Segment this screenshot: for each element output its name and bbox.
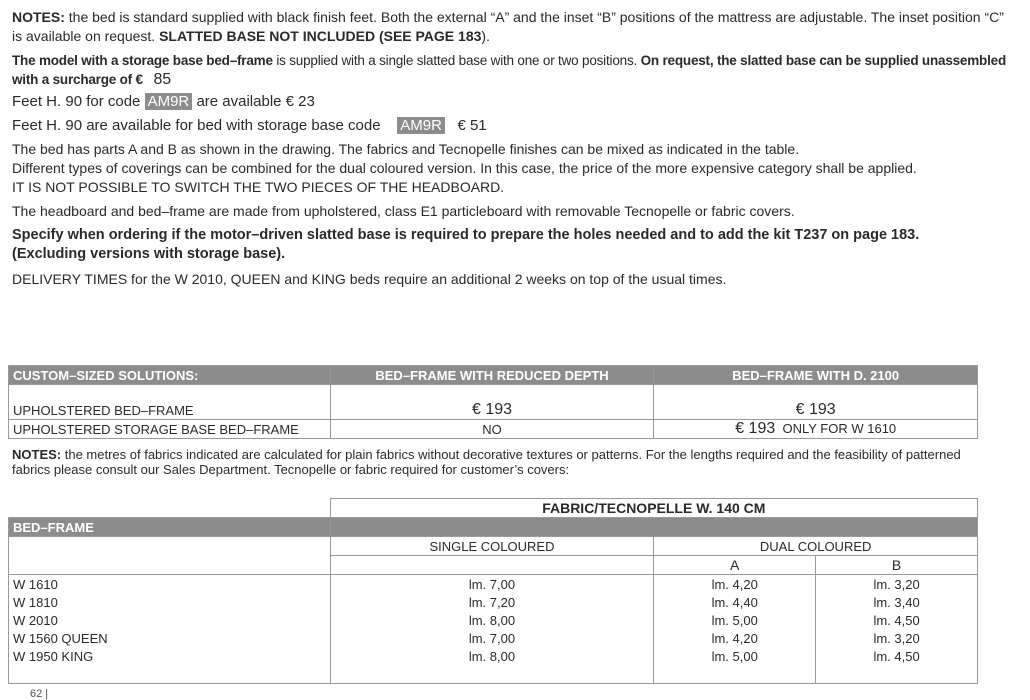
- motor-note: Specify when ordering if the motor–driven slatted base is required to prepare the holes needed and to add the kit T237 on page 183. (Excluding versions with storage base).: [12, 227, 920, 262]
- code-badge: AM9R: [145, 93, 193, 110]
- code-badge: AM9R: [397, 117, 445, 134]
- reduced-depth-header: BED–FRAME WITH REDUCED DEPTH: [330, 366, 654, 385]
- fabric-notes: NOTES: the metres of fabrics indicated are calculated for plain fabrics without decorative textures or patterns. For the lengths required and the feasibility of patterned fabrics please consult our Sales Department. Tecnopelle or fabric required for customer’s covers:: [12, 447, 961, 477]
- col-a-header: A: [654, 556, 816, 575]
- surcharge-price: 85: [153, 71, 171, 88]
- table-row: UPHOLSTERED BED–FRAME € 193 € 193: [9, 401, 978, 420]
- storage-base-note: The model with a storage base bed–frame is supplied with a single slatted base with one or two positions. On request, the slatted base can be supplied unassembled with a surcharge of € 85: [12, 53, 1006, 88]
- custom-sized-table: [8, 365, 978, 439]
- feet-note-1: Feet H. 90 for code AM9R are available € 23: [12, 93, 315, 110]
- fabric-table-title: FABRIC/TECNOPELLE W. 140 CM: [330, 499, 977, 518]
- dual-coloured-header: DUAL COLOURED: [654, 537, 978, 556]
- table-row: W 1610 lm. 7,00 lm. 4,20 lm. 3,20: [9, 575, 978, 594]
- table-row: W 1810 lm. 7,20 lm. 4,40 lm. 3,40: [9, 593, 978, 611]
- single-coloured-header: SINGLE COLOURED: [330, 537, 654, 556]
- col-b-header: B: [816, 556, 978, 575]
- table-row: UPHOLSTERED STORAGE BASE BED–FRAME NO € 193 ONLY FOR W 1610: [9, 420, 978, 439]
- page-number: 62 |: [30, 688, 49, 700]
- fabric-table: [8, 498, 978, 684]
- table-row: W 2010 lm. 8,00 lm. 5,00 lm. 4,50: [9, 611, 978, 629]
- notes-section: [12, 8, 1012, 289]
- bed-frame-header: BED–FRAME: [9, 518, 331, 537]
- parts-note: The bed has parts A and B as shown in the drawing. The fabrics and Tecnopelle finishes can be mixed as indicated in the table. Different types of coverings can be combined for the dual coloured version. In this case, the price of the more expensive category shall be applied. IT IS NOT POSSIBLE TO SWITCH THE TWO PIECES OF THE HEADBOARD.: [12, 141, 917, 195]
- delivery-note: DELIVERY TIMES for the W 2010, QUEEN and KING beds require an additional 2 weeks on top of the usual times.: [12, 271, 727, 287]
- table-row: W 1560 QUEEN lm. 7,00 lm. 4,20 lm. 3,20: [9, 629, 978, 647]
- table-row: W 1950 KING lm. 8,00 lm. 5,00 lm. 4,50: [9, 647, 978, 665]
- feet-note-2: Feet H. 90 are available for bed with storage base code AM9R € 51: [12, 117, 487, 134]
- custom-header-label: CUSTOM–SIZED SOLUTIONS:: [9, 366, 331, 385]
- materials-note: The headboard and bed–frame are made from upholstered, class E1 particleboard with removable Tecnopelle or fabric covers.: [12, 203, 795, 219]
- d2100-header: BED–FRAME WITH D. 2100: [654, 366, 978, 385]
- notes-paragraph-1: NOTES: the bed is standard supplied with black finish feet. Both the external “A” and the inset “B” positions of the mattress are adjustable. The inset position “C” is available on request. SLATTED BASE NOT INCLUDED (SEE PAGE 183).: [12, 9, 1004, 44]
